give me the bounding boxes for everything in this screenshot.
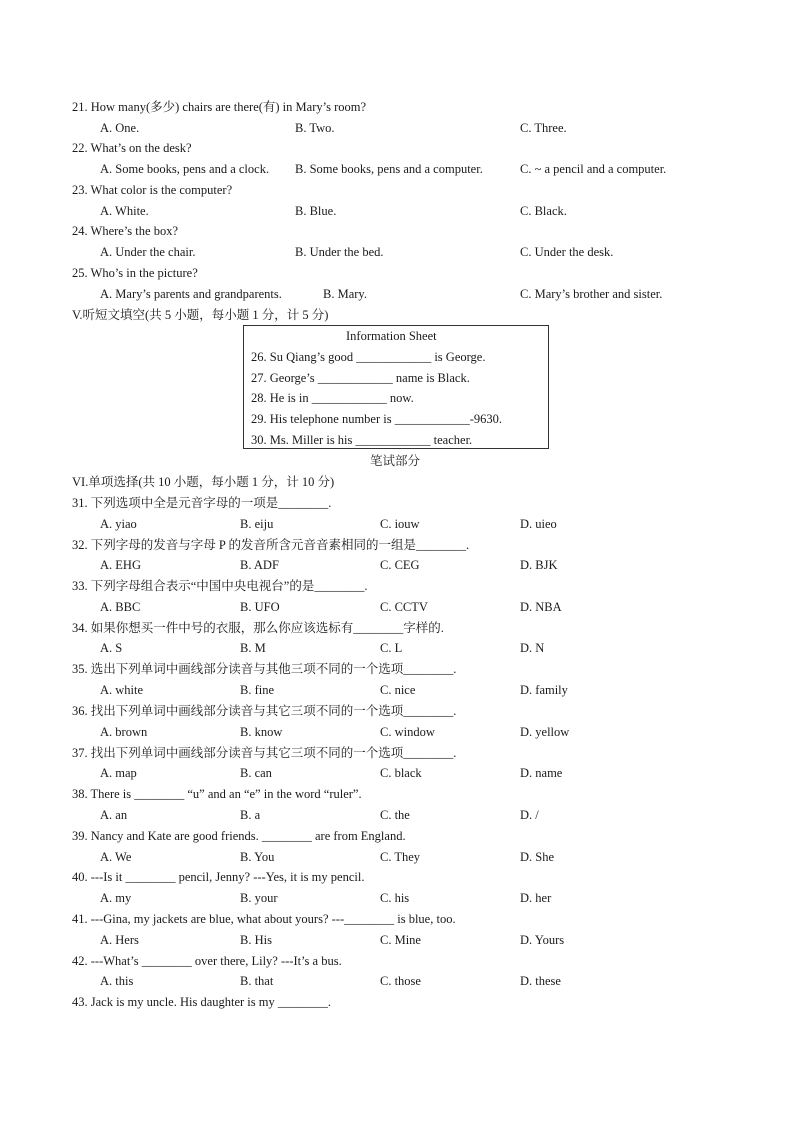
option-31b: B. eiju (240, 517, 274, 531)
written-part-title: 笔试部分 (370, 454, 421, 468)
option-25b: B. Mary. (323, 287, 367, 301)
question-32: 32. 下列字母的发音与字母 P 的发音所含元音音素相同的一组是________. (72, 538, 470, 552)
section-6-heading: VI.单项选择(共 10 小题，每小题 1 分，计 10 分) (72, 475, 335, 489)
section-5-heading: V.听短文填空(共 5 小题，每小题 1 分，计 5 分) (72, 308, 329, 322)
option-32d: D. BJK (520, 558, 558, 572)
option-32c: C. CEG (380, 558, 420, 572)
option-35a: A. white (100, 683, 144, 697)
option-34c: C. L (380, 641, 403, 655)
option-39a: A. We (100, 850, 132, 864)
option-31c: C. iouw (380, 517, 420, 531)
option-24c: C. Under the desk. (520, 245, 614, 259)
option-35b: B. fine (240, 683, 275, 697)
question-31: 31. 下列选项中全是元音字母的一项是________. (72, 496, 332, 510)
option-31a: A. yiao (100, 517, 137, 531)
info-line-30: 30. Ms. Miller is his ____________ teacher. (251, 433, 473, 447)
option-38a: A. an (100, 808, 128, 822)
info-line-27: 27. George’s ____________ name is Black. (251, 371, 470, 385)
information-sheet-box (243, 325, 549, 449)
option-34d: D. N (520, 641, 545, 655)
option-24a: A. Under the chair. (100, 245, 196, 259)
option-41c: C. Mine (380, 933, 421, 947)
option-23c: C. Black. (520, 204, 567, 218)
option-22b: B. Some books, pens and a computer. (295, 162, 483, 176)
option-33d: D. NBA (520, 600, 562, 614)
question-40: 40. ---Is it ________ pencil, Jenny? ---Yes, it is my pencil. (72, 870, 365, 884)
question-43: 43. Jack is my uncle. His daughter is my ________. (72, 995, 331, 1009)
option-31d: D. uieo (520, 517, 557, 531)
option-32a: A. EHG (100, 558, 141, 572)
option-39b: B. You (240, 850, 275, 864)
option-42c: C. those (380, 974, 421, 988)
option-22c: C. ~ a pencil and a computer. (520, 162, 667, 176)
question-33: 33. 下列字母组合表示“中国中央电视台”的是________. (72, 579, 368, 593)
option-22a: A. Some books, pens and a clock. (100, 162, 270, 176)
option-38b: B. a (240, 808, 261, 822)
option-23a: A. White. (100, 204, 149, 218)
option-33b: B. UFO (240, 600, 280, 614)
question-23: 23. What color is the computer? (72, 183, 233, 197)
option-24b: B. Under the bed. (295, 245, 384, 259)
option-40d: D. her (520, 891, 552, 905)
question-39: 39. Nancy and Kate are good friends. ________ are from England. (72, 829, 406, 843)
option-21b: B. Two. (295, 121, 335, 135)
option-42b: B. that (240, 974, 274, 988)
option-21a: A. One. (100, 121, 140, 135)
option-35d: D. family (520, 683, 568, 697)
option-34a: A. S (100, 641, 123, 655)
option-33a: A. BBC (100, 600, 141, 614)
option-33c: C. CCTV (380, 600, 428, 614)
question-37: 37. 找出下列单词中画线部分读音与其它三项不同的一个选项________. (72, 746, 457, 760)
option-36c: C. window (380, 725, 435, 739)
option-36a: A. brown (100, 725, 148, 739)
option-41d: D. Yours (520, 933, 565, 947)
option-36b: B. know (240, 725, 283, 739)
option-37b: B. can (240, 766, 272, 780)
option-37d: D. name (520, 766, 563, 780)
question-35: 35. 选出下列单词中画线部分读音与其他三项不同的一个选项________. (72, 662, 457, 676)
info-line-26: 26. Su Qiang’s good ____________ is George. (251, 350, 486, 364)
option-34b: B. M (240, 641, 266, 655)
option-41b: B. His (240, 933, 272, 947)
option-36d: D. yellow (520, 725, 570, 739)
option-39c: C. They (380, 850, 421, 864)
information-sheet-title: Information Sheet (346, 329, 437, 343)
option-25c: C. Mary’s brother and sister. (520, 287, 663, 301)
option-37c: C. black (380, 766, 422, 780)
option-40a: A. my (100, 891, 132, 905)
option-39d: D. She (520, 850, 555, 864)
option-23b: B. Blue. (295, 204, 337, 218)
option-42a: A. this (100, 974, 134, 988)
option-38c: C. the (380, 808, 410, 822)
question-34: 34. 如果你想买一件中号的衣服，那么你应该选标有________字样的. (72, 621, 444, 635)
question-21: 21. How many(多少) chairs are there(有) in Mary’s room? (72, 100, 367, 114)
option-37a: A. map (100, 766, 137, 780)
option-38d: D. / (520, 808, 539, 822)
question-22: 22. What’s on the desk? (72, 141, 192, 155)
option-42d: D. these (520, 974, 561, 988)
question-38: 38. There is ________ “u” and an “e” in the word “ruler”. (72, 787, 362, 801)
question-41: 41. ---Gina, my jackets are blue, what about yours? ---________ is blue, too. (72, 912, 456, 926)
option-40c: C. his (380, 891, 410, 905)
option-41a: A. Hers (100, 933, 139, 947)
question-25: 25. Who’s in the picture? (72, 266, 198, 280)
info-line-28: 28. He is in ____________ now. (251, 391, 414, 405)
info-line-29: 29. His telephone number is ____________-9630. (251, 412, 503, 426)
option-40b: B. your (240, 891, 278, 905)
option-35c: C. nice (380, 683, 416, 697)
question-42: 42. ---What’s ________ over there, Lily? ---It’s a bus. (72, 954, 342, 968)
option-25a: A. Mary’s parents and grandparents. (100, 287, 282, 301)
option-21c: C. Three. (520, 121, 567, 135)
option-32b: B. ADF (240, 558, 279, 572)
question-24: 24. Where’s the box? (72, 224, 178, 238)
question-36: 36. 找出下列单词中画线部分读音与其它三项不同的一个选项________. (72, 704, 457, 718)
